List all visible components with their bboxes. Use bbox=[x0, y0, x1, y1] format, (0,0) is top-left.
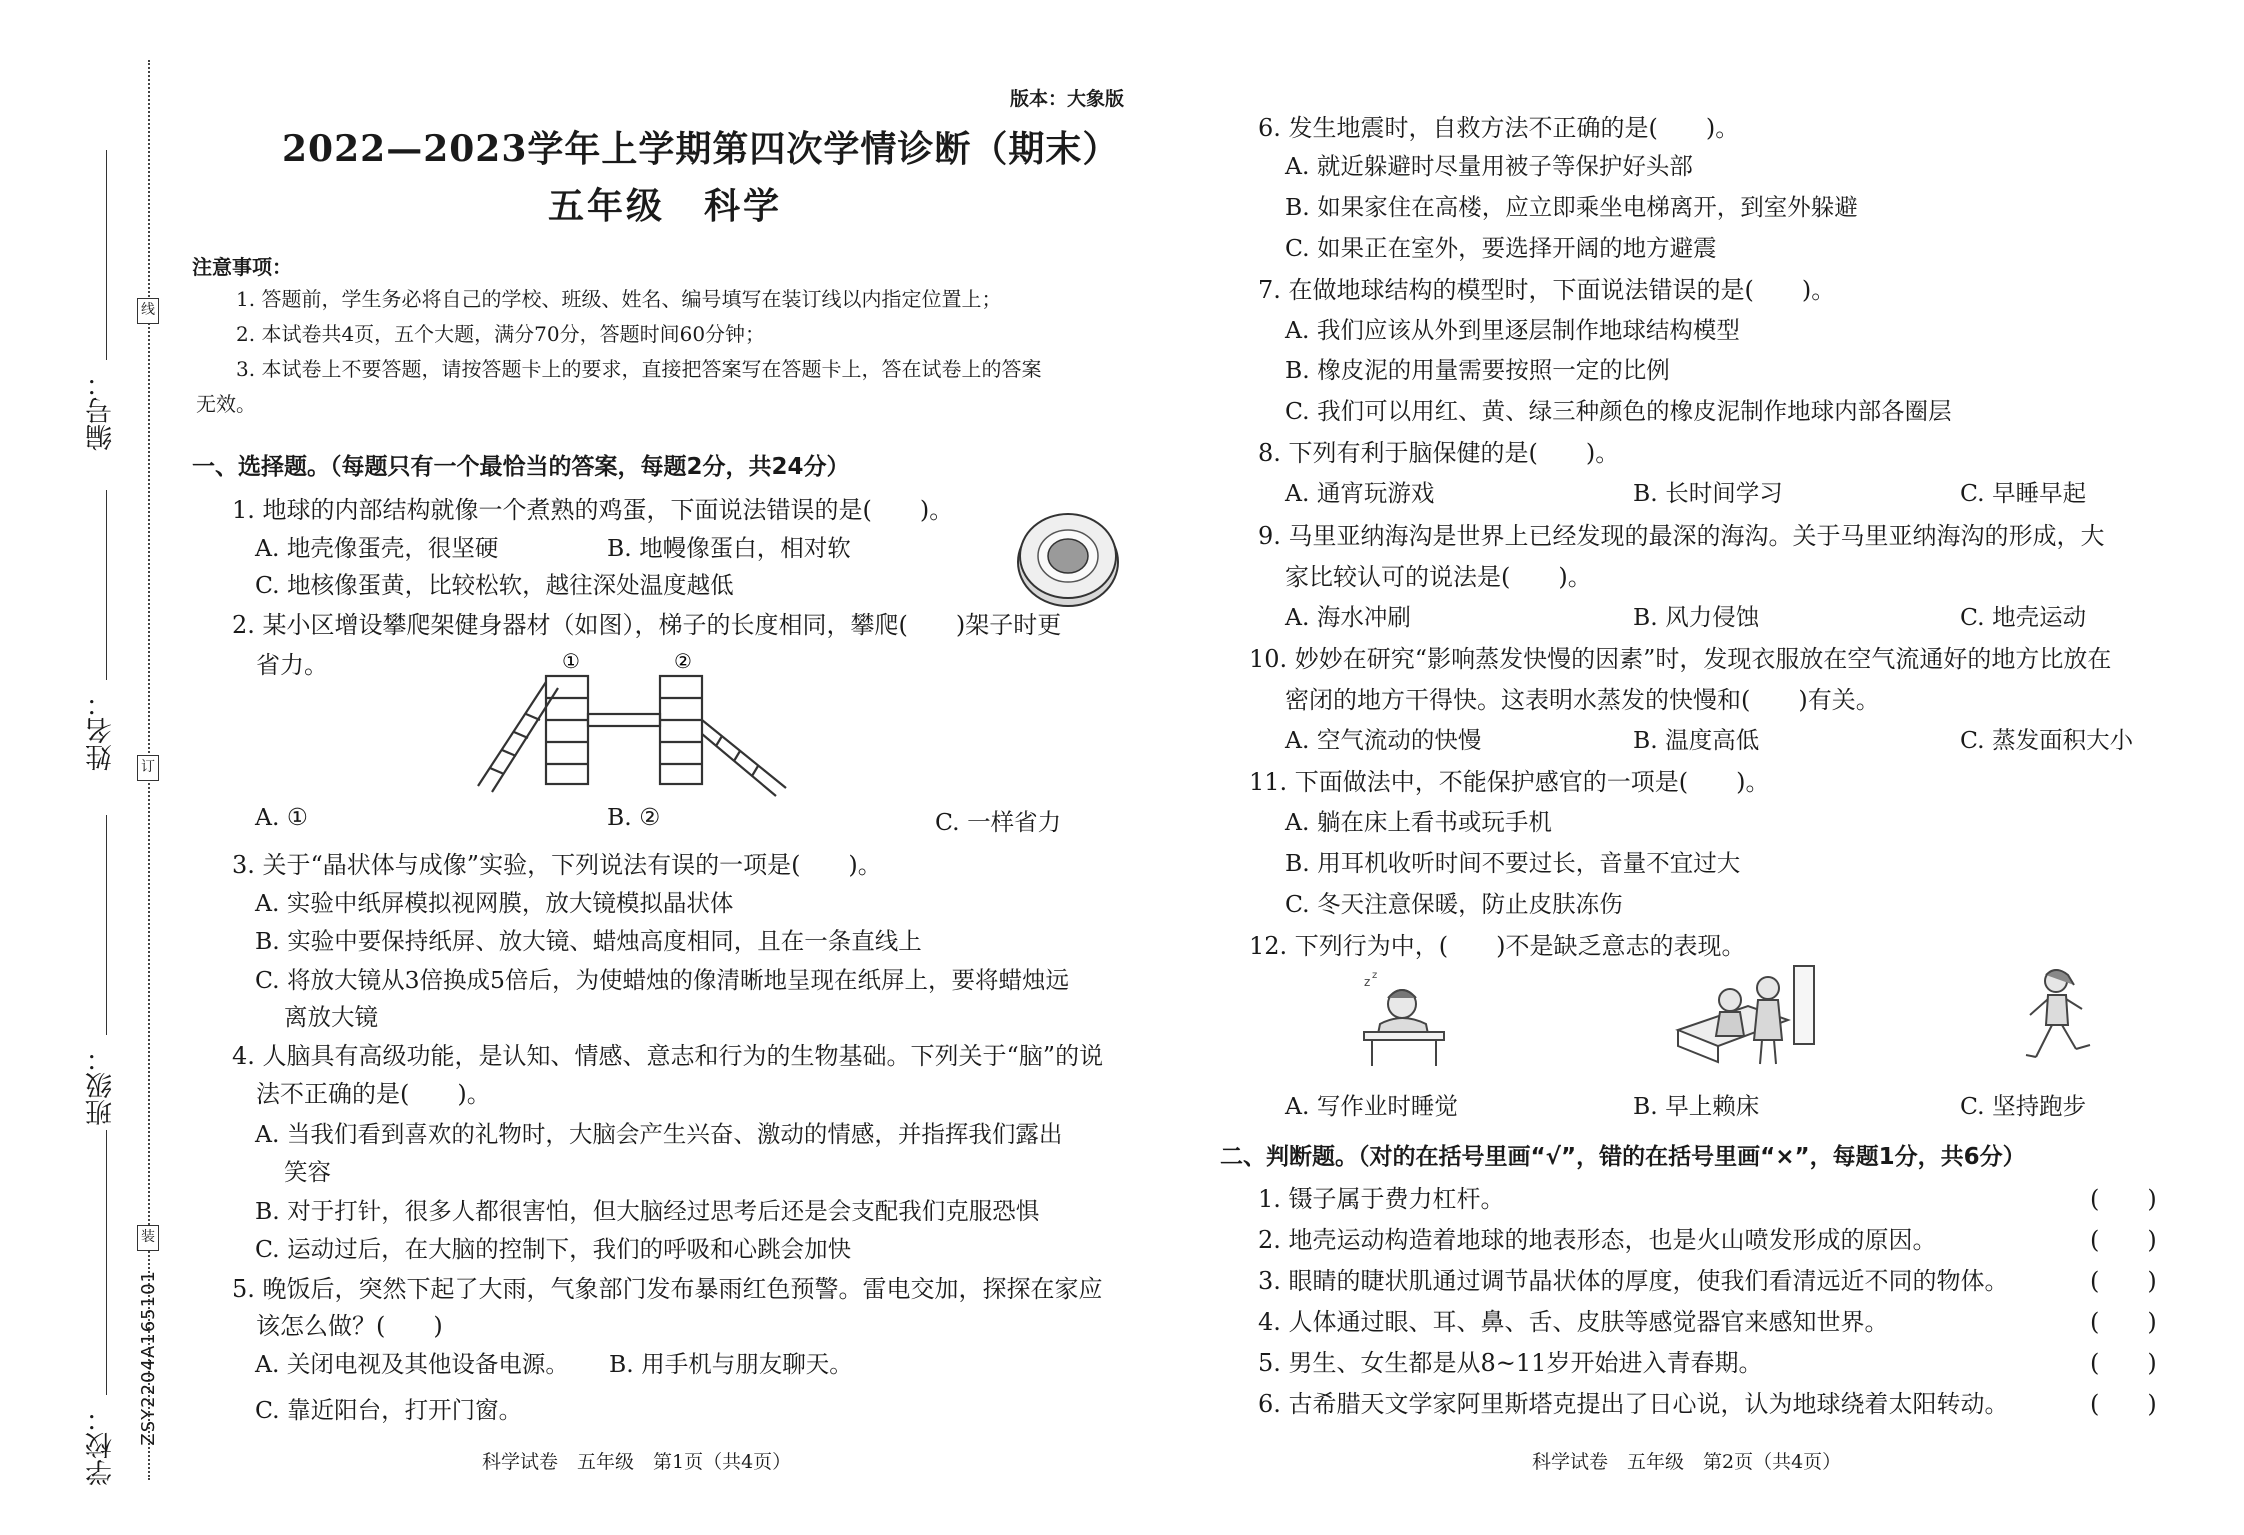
q3-option-a[interactable]: A. 实验中纸屏模拟视网膜，放大镜模拟晶状体 bbox=[255, 889, 734, 917]
q6-option-b[interactable]: B. 如果家住在高楼，应立即乘坐电梯离开，到室外躲避 bbox=[1285, 193, 1858, 221]
q6-stem: 6. 发生地震时，自救方法不正确的是( )。 bbox=[1258, 114, 1740, 142]
q10-stem-line2: 密闭的地方干得快。这表明水蒸发的快慢和( )有关。 bbox=[1285, 686, 1880, 714]
q5-option-a[interactable]: A. 关闭电视及其他设备电源。 bbox=[255, 1350, 569, 1378]
q9-stem-line1: 9. 马里亚纳海沟是世界上已经发现的最深的海沟。关于马里亚纳海沟的形成，大 bbox=[1258, 522, 2105, 550]
judge-item: 4. 人体通过眼、耳、鼻、舌、皮肤等感觉器官来感知世界。 bbox=[1258, 1308, 1889, 1336]
q2-stem-line2: 省力。 bbox=[256, 651, 328, 679]
q3-option-c-line2: 离放大镜 bbox=[284, 1003, 378, 1031]
binding-mark-ding: 订 bbox=[137, 755, 159, 781]
field-label-class: 班级： bbox=[86, 1045, 117, 1126]
notice-item: 无效。 bbox=[196, 392, 256, 416]
child-running-illustration bbox=[2010, 965, 2100, 1070]
footer-right: 科学试卷 五年级 第2页（共4页） bbox=[1532, 1451, 1842, 1473]
q4-option-c[interactable]: C. 运动过后，在大脑的控制下，我们的呼吸和心跳会加快 bbox=[255, 1235, 852, 1263]
svg-text:z: z bbox=[1372, 970, 1378, 981]
q5-option-c[interactable]: C. 靠近阳台，打开门窗。 bbox=[255, 1396, 523, 1424]
answer-blank[interactable]: ( ) bbox=[2090, 1390, 2157, 1418]
q4-stem-line1: 4. 人脑具有高级功能，是认知、情感、意志和行为的生物基础。下列关于“脑”的说 bbox=[232, 1042, 1104, 1070]
q10-option-b[interactable]: B. 温度高低 bbox=[1633, 726, 1760, 754]
field-line-name[interactable] bbox=[106, 490, 107, 680]
q5-stem-line1: 5. 晚饭后，突然下起了大雨，气象部门发布暴雨红色预警。雷电交加，探探在家应 bbox=[232, 1275, 1103, 1303]
paper-serial-number: ZSY2204A165101 bbox=[138, 1270, 159, 1446]
q6-option-c[interactable]: C. 如果正在室外，要选择开阔的地方避震 bbox=[1285, 234, 1717, 262]
exam-title: 2022—2023学年上学期第四次学情诊断（期末） bbox=[282, 128, 1120, 170]
frame-label-2: ② bbox=[674, 649, 692, 673]
q7-option-b[interactable]: B. 橡皮泥的用量需要按照一定的比例 bbox=[1285, 356, 1670, 384]
q10-stem-line1: 10. 妙妙在研究“影响蒸发快慢的因素”时，发现衣服放在空气流通好的地方比放在 bbox=[1249, 645, 2112, 673]
notice-item: 2. 本试卷共4页，五个大题，满分70分，答题时间60分钟； bbox=[236, 322, 766, 346]
child-sleeping-at-desk-illustration bbox=[1350, 968, 1460, 1068]
answer-blank[interactable]: ( ) bbox=[2090, 1185, 2157, 1213]
q2-stem-line1: 2. 某小区增设攀爬架健身器材（如图），梯子的长度相同，攀爬( )架子时更 bbox=[232, 611, 1062, 639]
frame-label-1: ① bbox=[562, 649, 580, 673]
section1-heading: 一、选择题。（每题只有一个最恰当的答案，每题2分，共24分） bbox=[192, 454, 850, 480]
q1-stem: 1. 地球的内部结构就像一个煮熟的鸡蛋，下面说法错误的是( )。 bbox=[232, 496, 954, 524]
answer-blank[interactable]: ( ) bbox=[2090, 1226, 2157, 1254]
q6-option-a[interactable]: A. 就近躲避时尽量用被子等保护好头部 bbox=[1285, 152, 1693, 180]
q8-option-b[interactable]: B. 长时间学习 bbox=[1633, 479, 1783, 507]
q3-option-c-line1[interactable]: C. 将放大镜从3倍换成5倍后，为使蜡烛的像清晰地呈现在纸屏上，要将蜡烛远 bbox=[255, 966, 1069, 994]
judge-item: 3. 眼睛的睫状肌通过调节晶状体的厚度，使我们看清远近不同的物体。 bbox=[1258, 1267, 2009, 1295]
q9-option-a[interactable]: A. 海水冲刷 bbox=[1285, 603, 1411, 631]
q1-option-b[interactable]: B. 地幔像蛋白，相对软 bbox=[607, 534, 851, 562]
q11-option-b[interactable]: B. 用耳机收听时间不要过长，音量不宜过大 bbox=[1285, 849, 1741, 877]
q11-option-c[interactable]: C. 冬天注意保暖，防止皮肤冻伤 bbox=[1285, 890, 1623, 918]
field-label-id: 编号： bbox=[86, 370, 117, 451]
binding-mark-zhuang: 装 bbox=[137, 1225, 159, 1251]
judge-item: 6. 古希腊天文学家阿里斯塔克提出了日心说，认为地球绕着太阳转动。 bbox=[1258, 1390, 2009, 1418]
q4-option-b[interactable]: B. 对于打针，很多人都很害怕，但大脑经过思考后还是会支配我们克服恐惧 bbox=[255, 1197, 1040, 1225]
q12-option-c[interactable]: C. 坚持跑步 bbox=[1960, 1092, 2087, 1120]
svg-text:z: z bbox=[1364, 975, 1371, 989]
notice-heading: 注意事项： bbox=[192, 255, 292, 279]
q3-stem: 3. 关于“晶状体与成像”实验，下列说法有误的一项是( )。 bbox=[232, 851, 882, 879]
children-in-bed-illustration bbox=[1670, 960, 1820, 1075]
q10-option-a[interactable]: A. 空气流动的快慢 bbox=[1285, 726, 1482, 754]
judge-item: 1. 镊子属于费力杠杆。 bbox=[1258, 1185, 1505, 1213]
q2-option-a[interactable]: A. ① bbox=[255, 803, 308, 831]
q2-option-c[interactable]: C. 一样省力 bbox=[935, 808, 1062, 836]
q7-option-c[interactable]: C. 我们可以用红、黄、绿三种颜色的橡皮泥制作地球内部各圈层 bbox=[1285, 397, 1952, 425]
field-line-class[interactable] bbox=[106, 815, 107, 1035]
q2-option-b[interactable]: B. ② bbox=[607, 803, 661, 831]
answer-blank[interactable]: ( ) bbox=[2090, 1308, 2157, 1336]
q9-option-c[interactable]: C. 地壳运动 bbox=[1960, 603, 2087, 631]
q4-stem-line2: 法不正确的是( )。 bbox=[256, 1080, 491, 1108]
q7-stem: 7. 在做地球结构的模型时，下面说法错误的是( )。 bbox=[1258, 276, 1836, 304]
q11-stem: 11. 下面做法中，不能保护感官的一项是( )。 bbox=[1249, 768, 1770, 796]
q4-option-a-line2: 笑容 bbox=[284, 1158, 331, 1186]
q3-option-b[interactable]: B. 实验中要保持纸屏、放大镜、蜡烛高度相同，且在一条直线上 bbox=[255, 927, 922, 955]
q12-stem: 12. 下列行为中，( )不是缺乏意志的表现。 bbox=[1249, 932, 1746, 960]
footer-left: 科学试卷 五年级 第1页（共4页） bbox=[482, 1451, 792, 1473]
boiled-egg-illustration bbox=[1012, 500, 1124, 612]
q9-stem-line2: 家比较认可的说法是( )。 bbox=[1285, 563, 1592, 591]
q7-option-a[interactable]: A. 我们应该从外到里逐层制作地球结构模型 bbox=[1285, 316, 1740, 344]
judge-item: 2. 地壳运动构造着地球的地表形态，也是火山喷发形成的原因。 bbox=[1258, 1226, 1937, 1254]
notice-item: 1. 答题前，学生务必将自己的学校、班级、姓名、编号填写在装订线以内指定位置上； bbox=[236, 287, 1002, 311]
notice-item: 3. 本试卷上不要答题，请按答题卡上的要求，直接把答案写在答题卡上，答在试卷上的答案 bbox=[236, 357, 1042, 381]
climbing-frame-illustration bbox=[468, 648, 798, 803]
q4-option-a-line1[interactable]: A. 当我们看到喜欢的礼物时，大脑会产生兴奋、激动的情感，并指挥我们露出 bbox=[255, 1120, 1063, 1148]
edition-label: 版本：大象版 bbox=[1010, 88, 1125, 110]
field-label-name: 姓名： bbox=[86, 690, 117, 771]
q1-option-c[interactable]: C. 地核像蛋黄，比较松软，越往深处温度越低 bbox=[255, 571, 734, 599]
q12-option-a[interactable]: A. 写作业时睡觉 bbox=[1285, 1092, 1458, 1120]
q9-option-b[interactable]: B. 风力侵蚀 bbox=[1633, 603, 1760, 631]
answer-blank[interactable]: ( ) bbox=[2090, 1349, 2157, 1377]
q1-option-a[interactable]: A. 地壳像蛋壳，很坚硬 bbox=[255, 534, 499, 562]
judge-item: 5. 男生、女生都是从8~11岁开始进入青春期。 bbox=[1258, 1349, 1763, 1377]
q8-stem: 8. 下列有利于脑保健的是( )。 bbox=[1258, 439, 1620, 467]
q8-option-c[interactable]: C. 早睡早起 bbox=[1960, 479, 2087, 507]
section2-heading: 二、判断题。（对的在括号里画“√”，错的在括号里画“×”，每题1分，共6分） bbox=[1220, 1144, 2026, 1170]
q11-option-a[interactable]: A. 躺在床上看书或玩手机 bbox=[1285, 808, 1552, 836]
field-label-school: 学校： bbox=[86, 1405, 117, 1486]
field-line-id[interactable] bbox=[106, 150, 107, 360]
q5-stem-line2: 该怎么做？( ) bbox=[256, 1312, 443, 1340]
q8-option-a[interactable]: A. 通宵玩游戏 bbox=[1285, 479, 1435, 507]
q5-option-b[interactable]: B. 用手机与朋友聊天。 bbox=[609, 1350, 853, 1378]
q12-option-b[interactable]: B. 早上赖床 bbox=[1633, 1092, 1760, 1120]
q10-option-c[interactable]: C. 蒸发面积大小 bbox=[1960, 726, 2134, 754]
answer-blank[interactable]: ( ) bbox=[2090, 1267, 2157, 1295]
binding-mark-xian: 线 bbox=[137, 298, 159, 324]
exam-subtitle: 五年级 科学 bbox=[548, 185, 783, 227]
field-line-school[interactable] bbox=[106, 1130, 107, 1395]
